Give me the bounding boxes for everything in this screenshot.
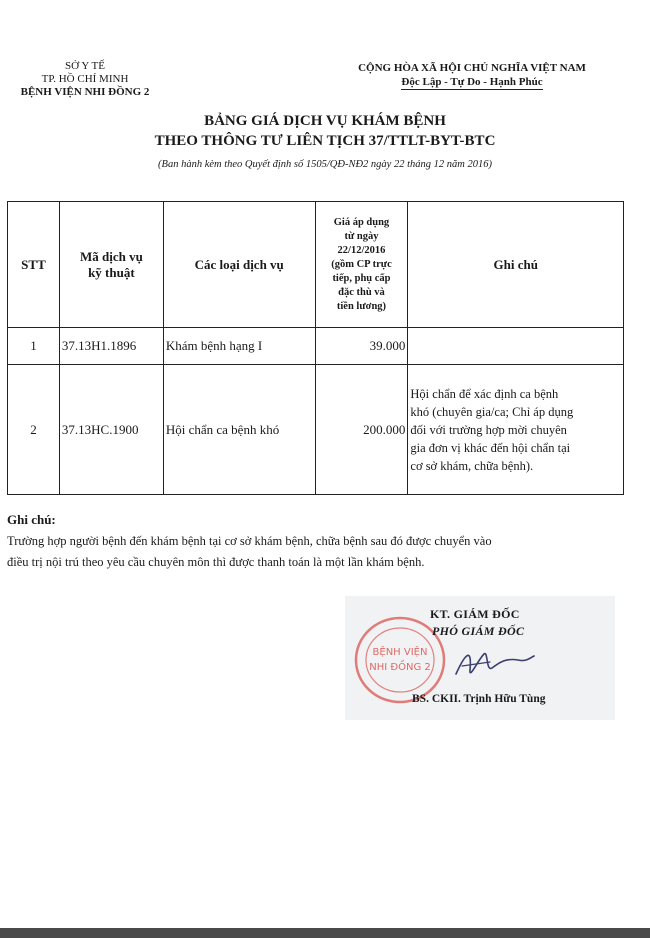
stamp-text: NHI ĐỒNG 2	[369, 662, 431, 673]
header-service-code-line: Mã dịch vụ	[79, 248, 143, 264]
header-service-type: Các loại dịch vụ	[163, 202, 315, 328]
document-title: BẢNG GIÁ DỊCH VỤ KHÁM BỆNH	[204, 113, 446, 129]
header-note: Ghi chú	[408, 202, 624, 328]
header-service-code	[59, 202, 163, 328]
header-price-line: Giá áp dụng	[333, 216, 390, 228]
header-service-code-line: kỹ thuật	[88, 264, 135, 280]
header-price-line: từ ngày	[344, 230, 379, 242]
cell-service-type: Hội chẩn ca bệnh khó	[163, 365, 315, 495]
header-right-block	[322, 61, 622, 90]
notes-heading: Ghi chú:	[7, 512, 56, 527]
signature-title-1: KT. GIÁM ĐỐC	[430, 607, 520, 621]
hospital-name: BỆNH VIỆN NHI ĐỒNG 2	[20, 86, 150, 98]
cell-service-code: 37.13H1.1896	[59, 328, 163, 365]
header-price-line: 22/12/2016	[337, 244, 386, 256]
header-price-line: tiền lương)	[336, 300, 387, 312]
cell-note	[408, 365, 624, 495]
cell-note	[408, 328, 624, 365]
cell-service-type: Khám bệnh hạng I	[163, 328, 315, 365]
header-price-line: tiếp, phụ cấp	[332, 272, 391, 284]
table-row	[8, 328, 624, 365]
document-decree-note: (Ban hành kèm theo Quyết định số 1505/QĐ-NĐ2 ngày 22 tháng 12 năm 2016)	[158, 159, 492, 170]
notes-body	[7, 531, 617, 573]
header-price	[315, 202, 408, 328]
price-table	[7, 201, 624, 495]
table-row	[8, 365, 624, 495]
department-name: SỞ Y TẾ	[65, 60, 105, 72]
viewer-bottom-bar	[0, 928, 650, 938]
cell-note-line: khó (chuyên gia/ca; Chỉ áp dụng	[410, 404, 574, 419]
header-left-block	[0, 60, 170, 99]
cell-price: 39.000	[315, 328, 408, 365]
header-stt: STT	[8, 202, 60, 328]
national-motto: Độc Lập - Tự Do - Hạnh Phúc	[401, 76, 543, 88]
cell-note-line: đối với trường hợp mời chuyên	[410, 422, 567, 437]
handwritten-signature	[448, 640, 538, 685]
cell-stt: 2	[8, 365, 60, 495]
stamp-text: BỆNH VIỆN	[372, 647, 428, 658]
document-subtitle: THEO THÔNG TƯ LIÊN TỊCH 37/TTLT-BYT-BTC	[154, 133, 496, 149]
signature-title-2: PHÓ GIÁM ĐỐC	[432, 624, 525, 638]
cell-note-line: gia đơn vị khác đến hội chẩn tại	[410, 440, 571, 455]
header-price-line: (gồm CP trực	[331, 258, 392, 270]
notes-line: điều trị nội trú theo yêu cầu chuyên môn thì được thanh toán là một lần khám bệnh.	[7, 555, 425, 569]
cell-stt: 1	[8, 328, 60, 365]
cell-service-code: 37.13HC.1900	[59, 365, 163, 495]
notes-line: Trường hợp người bệnh đến khám bệnh tại cơ sở khám bệnh, chữa bệnh sau đó được chuyển vào	[7, 534, 492, 548]
cell-price: 200.000	[315, 365, 408, 495]
header-price-line: đặc thù và	[338, 286, 385, 298]
cell-note-line: Hội chẩn để xác định ca bệnh	[410, 386, 559, 401]
city-name: TP. HỒ CHÍ MINH	[41, 73, 129, 85]
cell-note-line: cơ sở khám, chữa bệnh).	[410, 458, 534, 473]
signer-name: BS. CKII. Trịnh Hữu Tùng	[412, 693, 546, 705]
national-title: CỘNG HÒA XÃ HỘI CHỦ NGHĨA VIỆT NAM	[358, 62, 586, 74]
table-header-row	[8, 202, 624, 328]
